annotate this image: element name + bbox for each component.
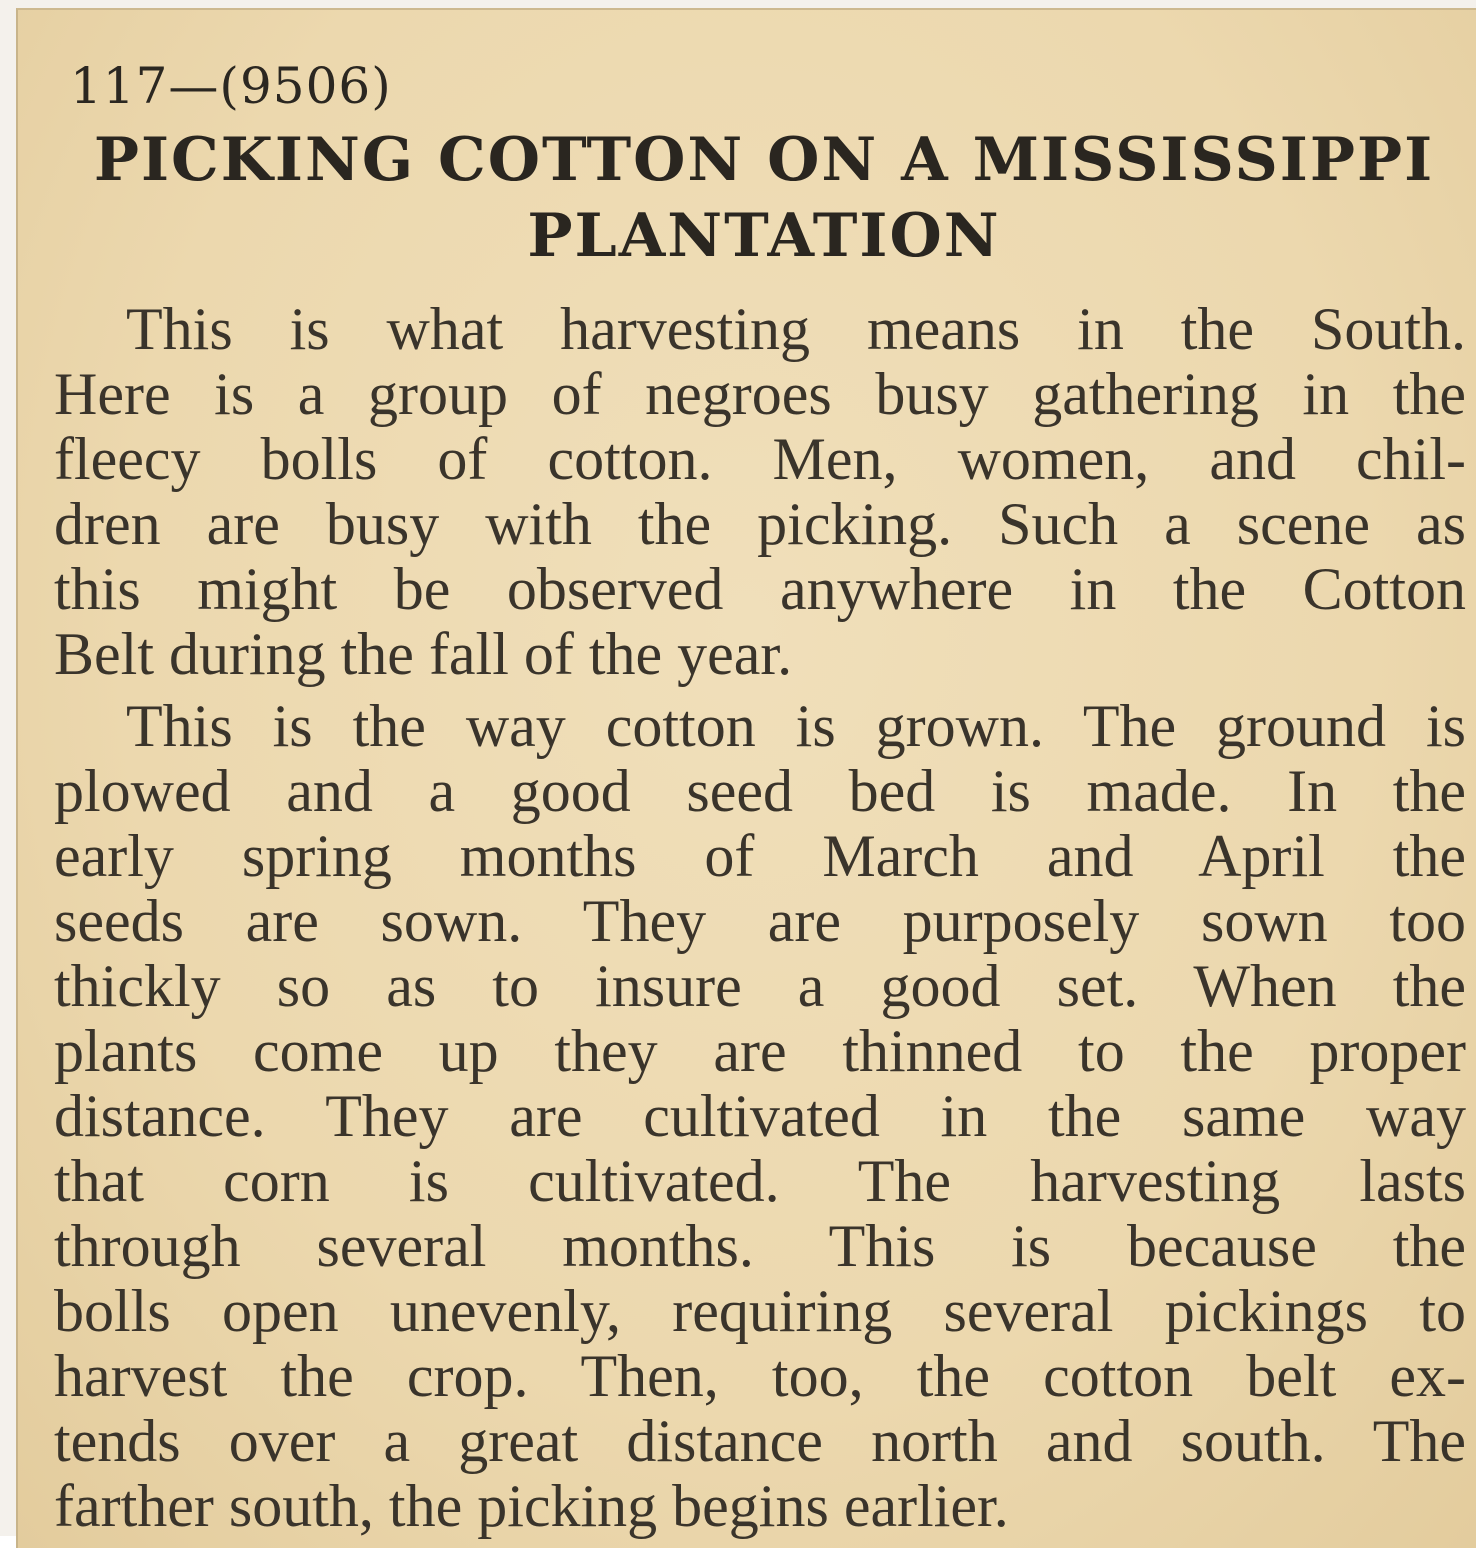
card-title-line-1: PICKING COTTON ON A MISSISSIPPI [93, 125, 1435, 195]
text-line: plowed and a good seed bed is made. In the [54, 758, 1466, 824]
text-line: This is the way cotton is grown. The ground is [126, 693, 1466, 759]
text-line: seeds are sown. They are purposely sown too [54, 888, 1466, 954]
text-line: early spring months of March and April the [54, 823, 1466, 889]
paragraph-growing [54, 694, 1466, 1539]
text-line: plants come up they are thinned to the proper [54, 1018, 1466, 1084]
text-line: farther south, the picking begins earlier. [54, 1473, 1009, 1539]
paragraph-harvesting [54, 297, 1466, 687]
card-number: 117—(9506) [70, 57, 392, 115]
text-line: harvest the crop. Then, too, the cotton belt ex- [54, 1343, 1466, 1409]
text-line: tends over a great distance north and south. The [54, 1408, 1466, 1474]
text-line: through several months. This is because the [54, 1213, 1466, 1279]
text-line: bolls open unevenly, requiring several pickings to [54, 1278, 1466, 1344]
text-line: fleecy bolls of cotton. Men, women, and chil- [54, 426, 1466, 492]
text-line: that corn is cultivated. The harvesting lasts [54, 1148, 1466, 1214]
text-line: thickly so as to insure a good set. When the [54, 953, 1466, 1019]
card-title-line-2: PLANTATION [527, 201, 1001, 271]
text-line: Belt during the fall of the year. [54, 621, 793, 687]
text-line: this might be observed anywhere in the Cotton [54, 556, 1466, 622]
text-line: distance. They are cultivated in the same way [54, 1083, 1466, 1149]
text-line: dren are busy with the picking. Such a scene as [54, 491, 1466, 557]
card-title [58, 122, 1470, 274]
stereoview-back-card [16, 8, 1476, 1548]
text-line: This is what harvesting means in the South. [126, 296, 1466, 362]
text-line: Here is a group of negroes busy gathering in the [54, 361, 1466, 427]
